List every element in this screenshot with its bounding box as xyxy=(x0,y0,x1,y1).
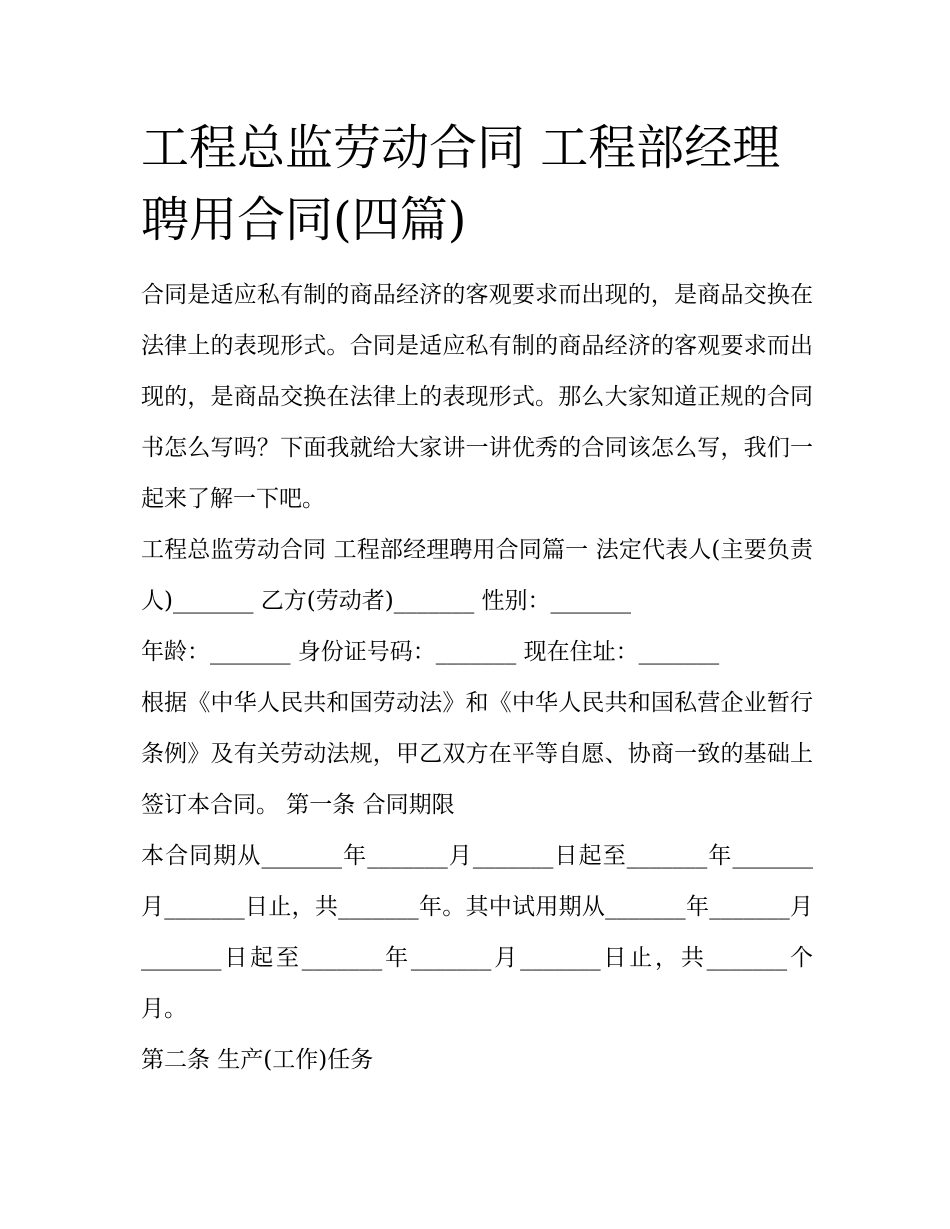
document-page xyxy=(141,112,813,1086)
intro-paragraph: 合同是适应私有制的商品经济的客观要求而出现的，是商品交换在法律上的表现形式。合同是适应私有制的商品经济的客观要求而出现的，是商品交换在法律上的表现形式。那么大家知道正规的合同书怎么写吗？下面我就给大家讲一讲优秀的合同该怎么写，我们一起来了解一下吧。 xyxy=(141,282,813,512)
document-title: 工程总监劳动合同 工程部经理聘用合同(四篇) xyxy=(141,120,781,248)
personal-info-paragraph: 年龄：_______ 身份证号码：_______ 现在住址：_______ xyxy=(141,639,720,665)
legal-basis-paragraph: 根据《中华人民共和国劳动法》和《中华人民共和国私营企业暂行条例》及有关劳动法规，甲乙双方在平等自愿、协商一致的基础上签订本合同。 第一条 合同期限 xyxy=(141,690,813,818)
party-info-paragraph: 工程总监劳动合同 工程部经理聘用合同篇一 法定代表人(主要负责人)_______ 乙方(劳动者)_______ 性别：_______ xyxy=(141,537,813,614)
contract-term-paragraph: 本合同期从_______年_______月_______日起至_______年_______月_______日止，共_______年。其中试用期从_______年_______月_______日起至_______年_______月_______日止，共_______个月。 xyxy=(141,843,814,1022)
section-heading-work-tasks: 第二条 生产(工作)任务 xyxy=(141,1047,374,1073)
